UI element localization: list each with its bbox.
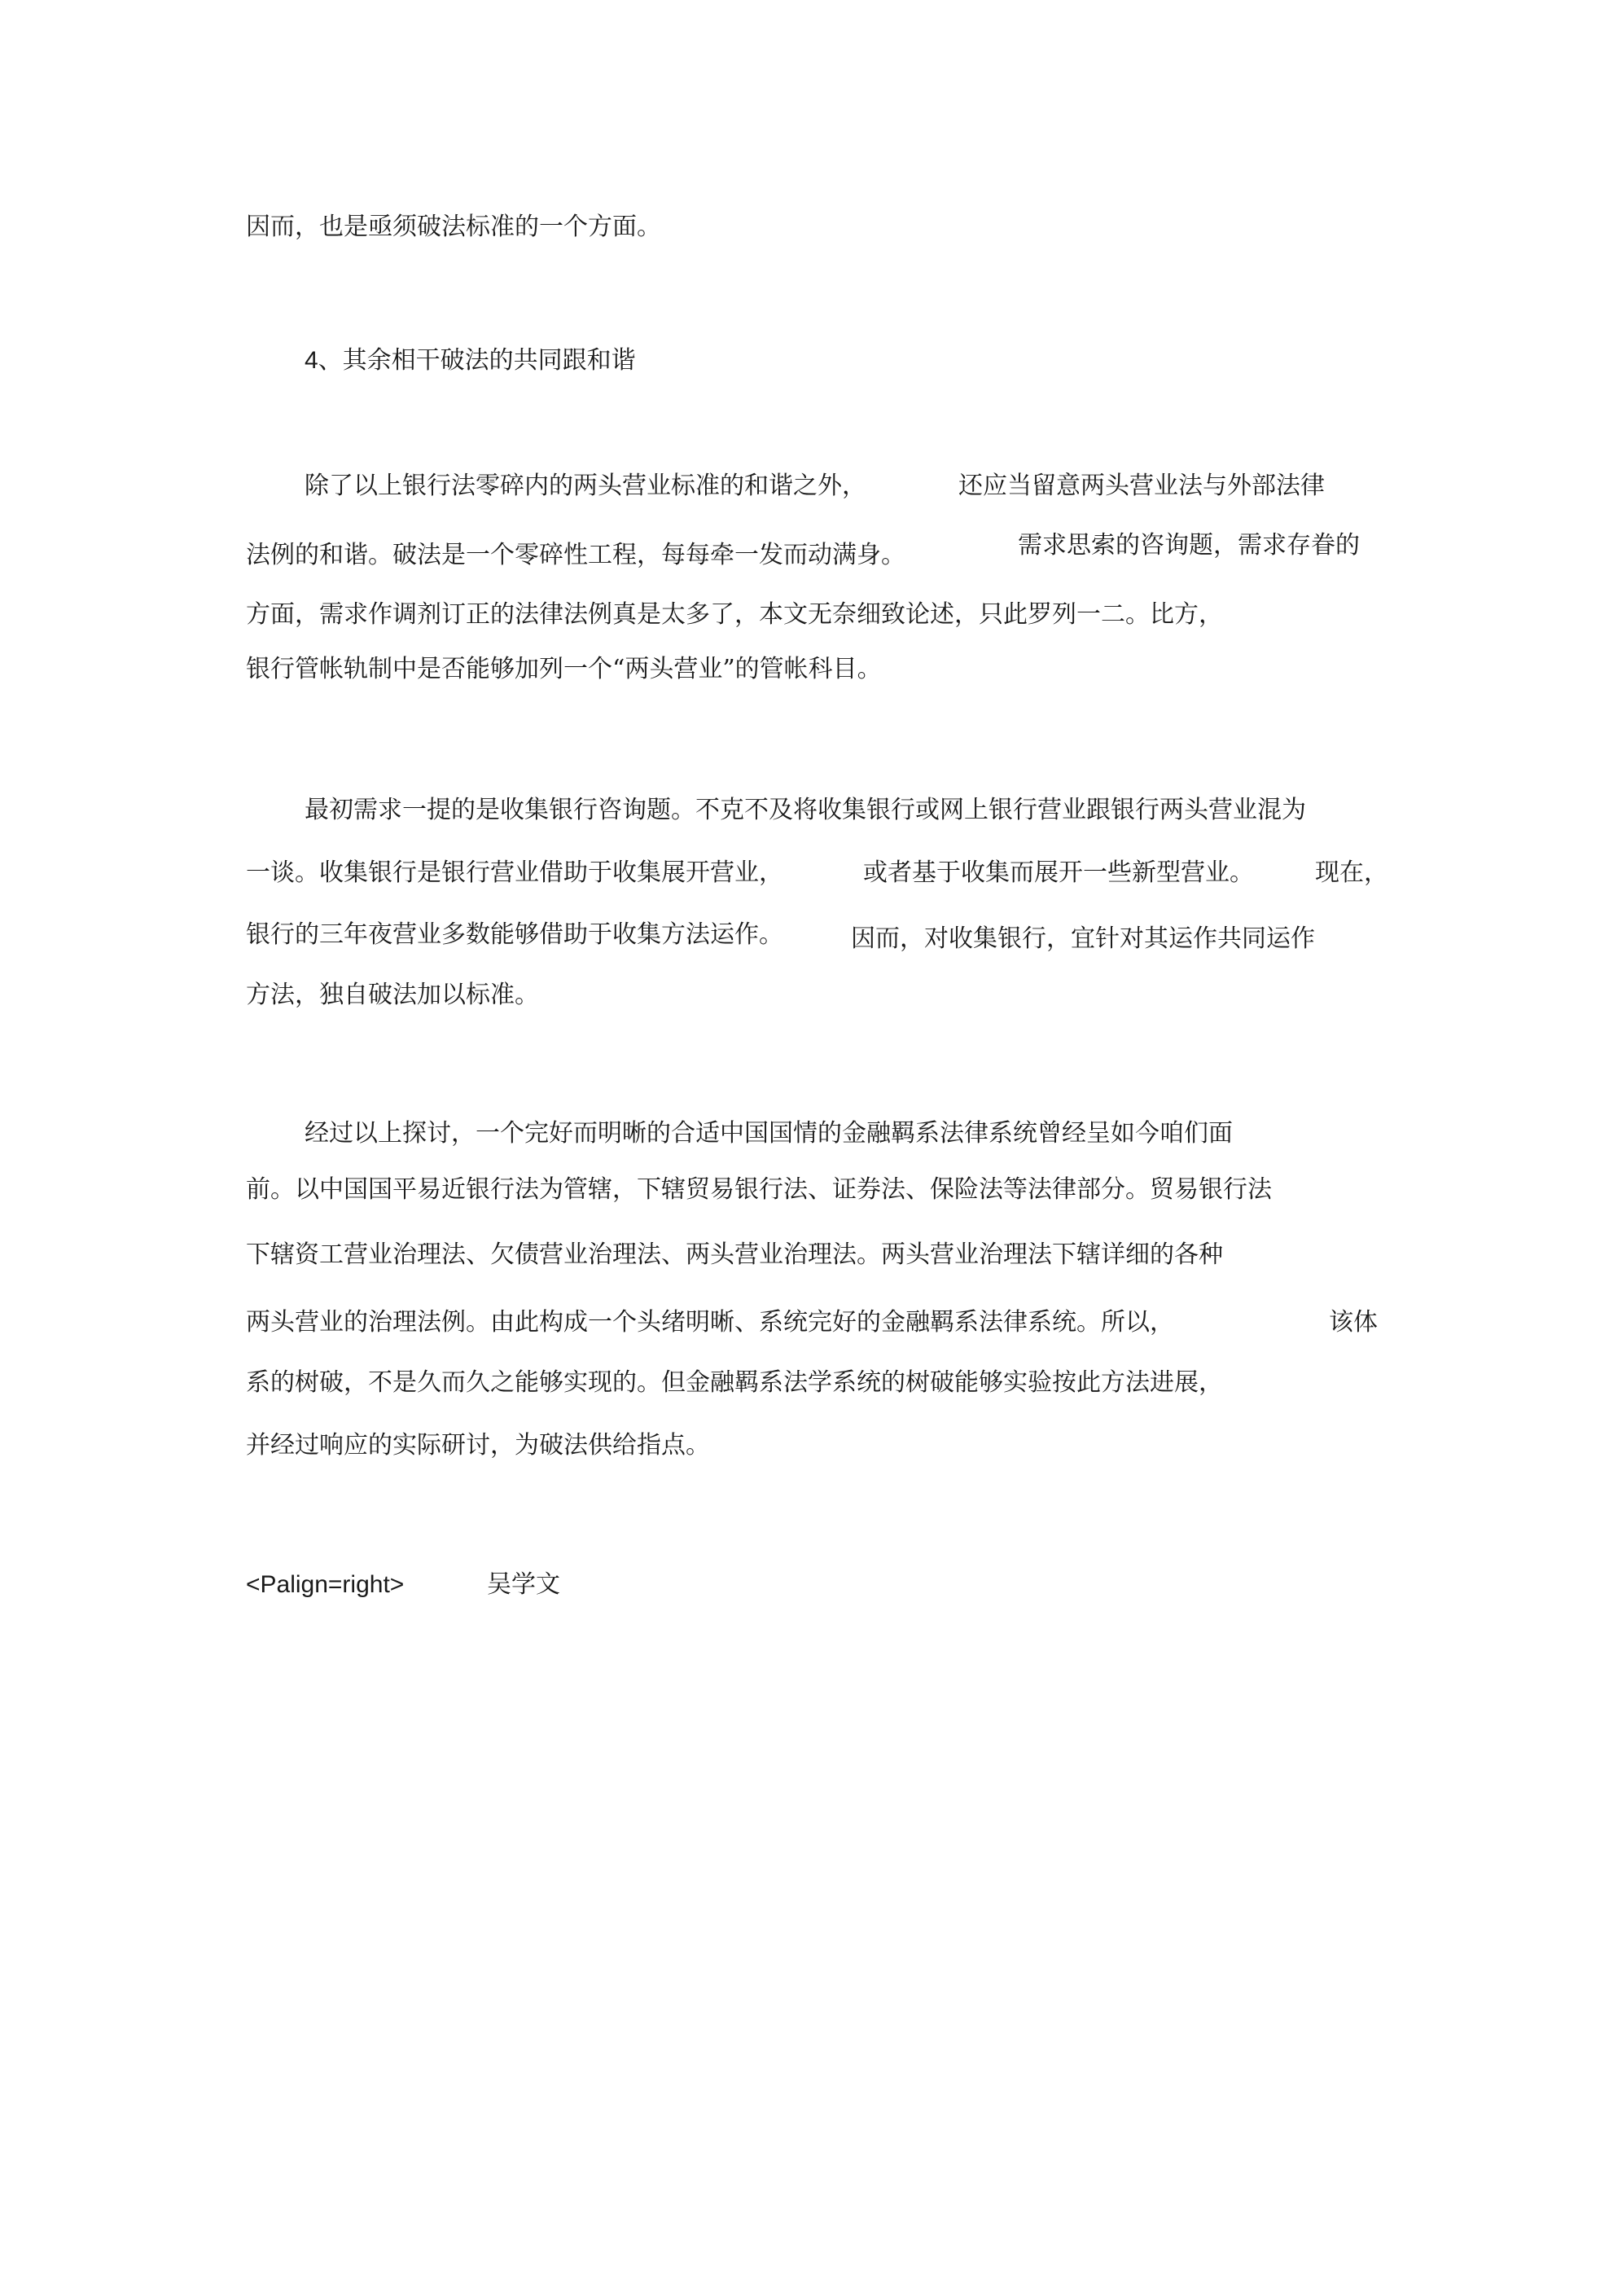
text-line: 下辖资工营业治理法、欠债营业治理法、两头营业治理法。两头营业治理法下辖详细的各种 [246, 1240, 1223, 1269]
text-line: 系的树破，不是久而久之能够实现的。但金融羁系法学系统的树破能够实验按此方法进展， [246, 1368, 1223, 1397]
text-line: 现在， [1315, 858, 1388, 887]
text-line: 并经过响应的实际研讨，为破法供给指点。 [246, 1431, 710, 1460]
text-line: 法例的和谐。破法是一个零碎性工程，每每牵一发而动满身。 [246, 541, 905, 569]
author-name: 吴学文 [487, 1570, 560, 1599]
text-line: 需求思索的咨询题，需求存眷的 [1018, 531, 1360, 560]
text-line: 银行管帐轨制中是否能够加列一个“两头营业”的管帐科目。 [246, 655, 882, 683]
text-line: 或者基于收集而展开一些新型营业。 [863, 858, 1254, 887]
text-line: 一谈。收集银行是银行营业借助于收集展开营业， [246, 858, 783, 887]
text-line: 因而，也是亟须破法标准的一个方面。 [246, 213, 661, 241]
text-line: 最初需求一提的是收集银行咨询题。不克不及将收集银行或网上银行营业跟银行两头营业混为 [305, 796, 1306, 824]
text-line: 除了以上银行法零碎内的两头营业标准的和谐之外， [305, 472, 866, 500]
text-line: 经过以上探讨，一个完好而明晰的合适中国国情的金融羁系法律系统曾经呈如今咱们面 [305, 1119, 1233, 1148]
text-line: 银行的三年夜营业多数能够借助于收集方法运作。 [246, 920, 783, 949]
text-line: 两头营业的治理法例。由此构成一个头绪明晰、系统完好的金融羁系法律系统。所以， [246, 1308, 1174, 1337]
section-heading [305, 345, 636, 377]
text-line: 因而，对收集银行，宜针对其运作共同运作 [851, 924, 1315, 953]
text-line: 方法，独自破法加以标准。 [246, 981, 539, 1009]
markup-tag: <Palign=right> [246, 1571, 405, 1598]
text-line: 前。以中国国平易近银行法为管辖，下辖贸易银行法、证券法、保险法等法律部分。贸易银行法 [246, 1175, 1272, 1204]
section-heading-text: 4、其余相干破法的共同跟和谐 [305, 347, 636, 374]
text-line: 方面，需求作调剂订正的法律法例真是太多了，本文无奈细致论述，只此罗列一二。比方， [246, 600, 1223, 629]
text-line: 该体 [1329, 1308, 1378, 1337]
text-line: 还应当留意两头营业法与外部法律 [958, 472, 1325, 500]
